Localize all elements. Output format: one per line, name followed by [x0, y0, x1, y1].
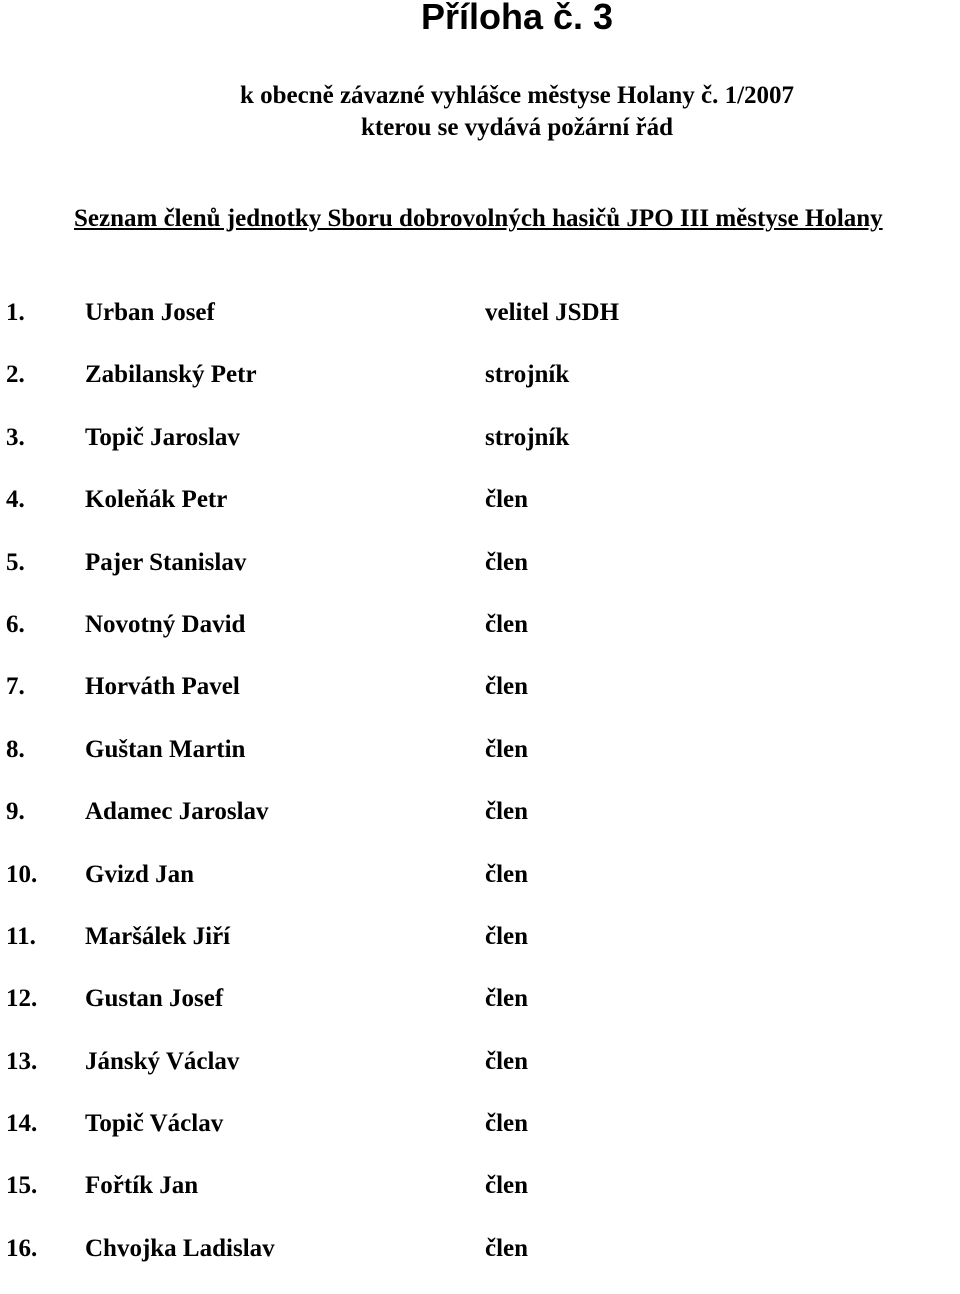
member-role: člen — [485, 1110, 529, 1138]
member-role: člen — [485, 798, 529, 826]
member-name: Zabilanský Petr — [85, 361, 257, 389]
member-role: strojník — [485, 423, 570, 451]
member-role: člen — [485, 610, 529, 638]
member-name: Maršálek Jiří — [85, 922, 231, 950]
member-row — [0, 608, 960, 670]
member-row — [0, 1045, 960, 1107]
member-row — [0, 546, 960, 608]
member-role: člen — [485, 1172, 529, 1200]
member-role: člen — [485, 673, 529, 701]
member-row — [0, 670, 960, 732]
member-row — [0, 296, 960, 358]
member-number: 7. — [6, 673, 25, 701]
member-row — [0, 858, 960, 920]
member-name: Horváth Pavel — [85, 673, 240, 701]
member-number: 12. — [6, 985, 38, 1013]
member-list — [0, 296, 960, 1294]
member-row — [0, 1107, 960, 1169]
member-number: 4. — [6, 486, 25, 514]
member-role: člen — [485, 922, 529, 950]
member-role: člen — [485, 548, 529, 576]
member-number: 2. — [6, 361, 25, 389]
member-number: 6. — [6, 610, 25, 638]
page-title: Příloha č. 3 — [420, 0, 614, 37]
member-role: člen — [485, 860, 529, 888]
member-number: 16. — [6, 1234, 38, 1262]
member-number: 11. — [6, 922, 36, 950]
member-number: 15. — [6, 1172, 38, 1200]
member-number: 5. — [6, 548, 25, 576]
member-role: člen — [485, 1047, 529, 1075]
list-heading: Seznam členů jednotky Sboru dobrovolných hasičů JPO III městyse Holany — [74, 205, 883, 232]
member-name: Guštan Martin — [85, 735, 246, 763]
subtitle-decree: k obecně závazné vyhlášce městyse Holany č. 1/2007 — [239, 82, 795, 109]
member-role: člen — [485, 985, 529, 1013]
member-name: Adamec Jaroslav — [85, 798, 269, 826]
member-number: 1. — [6, 299, 25, 326]
member-row — [0, 733, 960, 795]
member-name: Topič Václav — [85, 1110, 224, 1138]
member-name: Gvizd Jan — [85, 860, 195, 888]
member-role: člen — [485, 735, 529, 763]
member-number: 3. — [6, 423, 25, 451]
member-row — [0, 1169, 960, 1231]
member-row — [0, 358, 960, 420]
member-name: Koleňák Petr — [85, 486, 228, 514]
member-number: 14. — [6, 1110, 38, 1138]
member-name: Topič Jaroslav — [85, 423, 240, 451]
member-row — [0, 920, 960, 982]
member-role: velitel JSDH — [485, 299, 620, 326]
member-number: 13. — [6, 1047, 38, 1075]
member-name: Jánský Václav — [85, 1047, 240, 1075]
subtitle-fire-regulations: kterou se vydává požární řád — [360, 114, 674, 141]
member-row — [0, 795, 960, 857]
member-number: 10. — [6, 860, 38, 888]
member-number: 8. — [6, 735, 25, 763]
member-role: člen — [485, 486, 529, 514]
member-name: Novotný David — [85, 610, 246, 638]
member-name: Fořtík Jan — [85, 1172, 199, 1200]
member-name: Chvojka Ladislav — [85, 1234, 275, 1262]
member-row — [0, 483, 960, 545]
member-name: Pajer Stanislav — [85, 548, 247, 576]
member-number: 9. — [6, 798, 25, 826]
member-name: Urban Josef — [85, 299, 215, 326]
member-row — [0, 982, 960, 1044]
member-row — [0, 1232, 960, 1294]
member-role: člen — [485, 1234, 529, 1262]
member-role: strojník — [485, 361, 570, 389]
member-row — [0, 421, 960, 483]
member-name: Gustan Josef — [85, 985, 224, 1013]
